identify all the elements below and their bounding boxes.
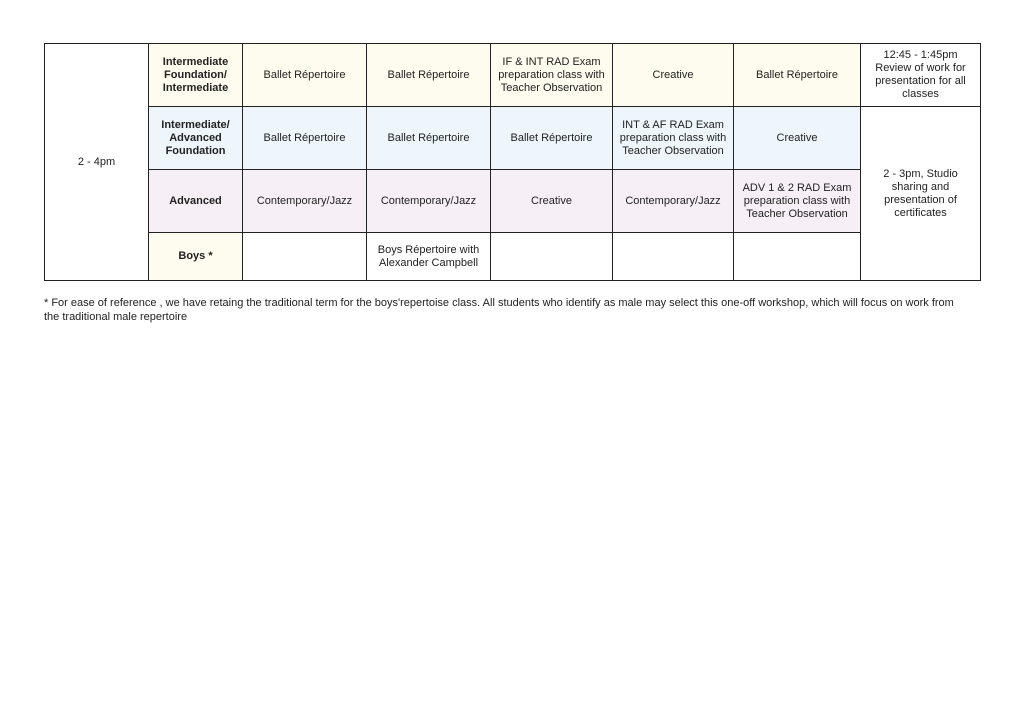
row-intermediate-foundation [45,44,981,107]
row-intermediate-advanced-foundation [45,107,981,170]
class-cell: IF & INT RAD Exam preparation class with Teacher Observation [491,44,613,107]
class-cell: Creative [613,44,734,107]
row-advanced [45,170,981,233]
class-cell: Ballet Répertoire [243,44,367,107]
class-cell: Creative [734,107,861,170]
row-boys [45,233,981,281]
level-label: Boys * [149,233,243,281]
class-cell: Ballet Répertoire [734,44,861,107]
class-cell: INT & AF RAD Exam preparation class with Teacher Observation [613,107,734,170]
class-cell [491,233,613,281]
class-cell [243,233,367,281]
class-cell: Ballet Répertoire [367,107,491,170]
level-label: Intermediate Foundation/ Intermediate [149,44,243,107]
level-label: Advanced [149,170,243,233]
class-cell: Contemporary/Jazz [243,170,367,233]
class-cell: Boys Répertoire with Alexander Campbell [367,233,491,281]
class-cell: Creative [491,170,613,233]
class-cell: Ballet Répertoire [491,107,613,170]
time-slot: 2 - 4pm [45,44,149,281]
class-cell: Contemporary/Jazz [613,170,734,233]
class-cell: ADV 1 & 2 RAD Exam preparation class with Teacher Observation [734,170,861,233]
footnote: * For ease of reference , we have retaing the traditional term for the boys'repertoise class. All students who identify as male may select this one-off workshop, which will focus on work from the traditional male repertoire [44,297,954,323]
review-session-cell: 12:45 - 1:45pm Review of work for presentation for all classes [861,44,981,107]
studio-sharing-cell: 2 - 3pm, Studio sharing and presentation of certificates [861,107,981,281]
schedule-table [44,43,981,281]
class-cell: Contemporary/Jazz [367,170,491,233]
class-cell [734,233,861,281]
class-cell: Ballet Répertoire [243,107,367,170]
class-cell: Ballet Répertoire [367,44,491,107]
class-cell [613,233,734,281]
level-label: Intermediate/ Advanced Foundation [149,107,243,170]
